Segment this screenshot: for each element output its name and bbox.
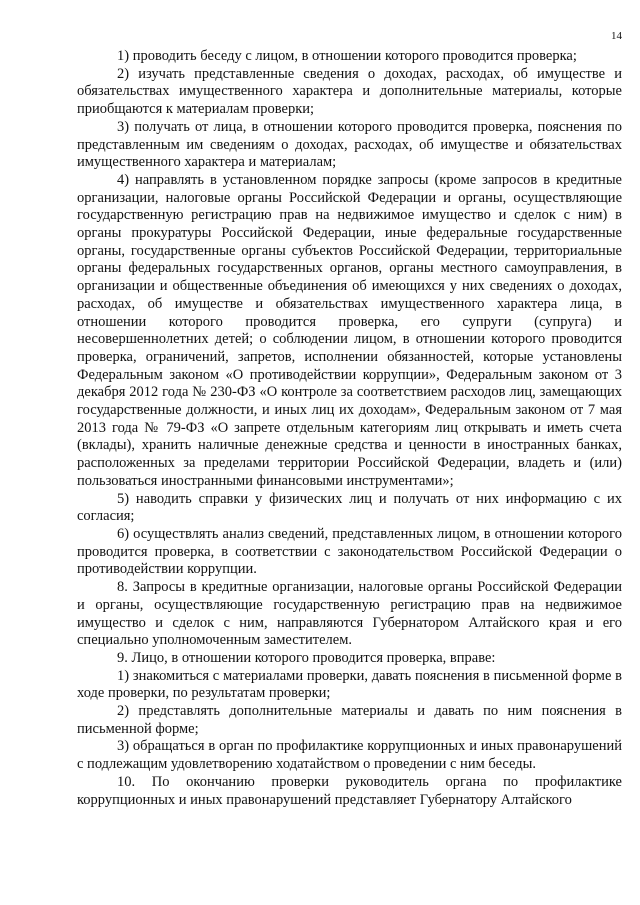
document-body bbox=[77, 48, 622, 809]
paragraph-item-6: 6) осуществлять анализ сведений, представленных лицом, в отношении которого проводится проверка, в соответствии с законодательством Российской Федерации о противодействии коррупции. bbox=[77, 525, 622, 578]
paragraph-item-4: 4) направлять в установленном порядке запросы (кроме запросов в кредитные организации, налоговые органы Российской Федерации и органы, осуществляющие государственную регистрацию прав на недвижимое имущество и сделок с ним) в органы прокуратуры Российской Федерации, иные федеральные государственные органы, государственные органы субъектов Российской Федерации, территориальные органы федеральных государственных органов, органы местного самоуправления, в организации и общественные объединения об имеющихся у них сведениях о доходах, расходах, об имуществе и обязательствах имущественного характера лица, в отношении которого проводится проверка, его супруги (супруга) и несовершеннолетних детей; о соблюдении лицом, в отношении которого проводится проверка, ограничений, запретов, исполнении обязанностей, которые установлены Федеральным законом «О противодействии коррупции», Федеральным законом от 3 декабря 2012 года № 230-ФЗ «О контроле за соответствием расходов лиц, замещающих государственные должности, и иных лиц их доходам», Федеральным законом от 7 мая 2013 года № 79-ФЗ «О запрете отдельным категориям лиц открывать и иметь счета (вклады), хранить наличные денежные средства и ценности в иностранных банках, расположенных за пределами территории Российской Федерации, владеть и (или) пользоваться иностранными финансовыми инструментами»; bbox=[77, 171, 622, 489]
paragraph-item-5: 5) наводить справки у физических лиц и получать от них информацию с их согласия; bbox=[77, 490, 622, 525]
paragraph-section-9: 9. Лицо, в отношении которого проводится проверка, вправе: bbox=[117, 649, 496, 666]
paragraph-right-2: 2) представлять дополнительные материалы и давать по ним пояснения в письменной форме; bbox=[77, 703, 622, 737]
paragraph-section-10: 10. По окончанию проверки руководитель органа по профилактике коррупционных и иных правонарушений представляет Губернатору Алтайского bbox=[77, 773, 622, 808]
paragraph-item-2: 2) изучать представленные сведения о доходах, расходах, об имуществе и обязательствах имущественного характера и дополнительные материалы, которые приобщаются к материалам проверки; bbox=[77, 65, 622, 118]
paragraph-section-8: 8. Запросы в кредитные организации, налоговые органы Российской Федерации и органы, осуществляющие государственную регистрацию прав на недвижимое имущество и сделок с ним, направляются Губернатором Алтайского края и его специально уполномоченным заместителем. bbox=[77, 579, 622, 649]
page-number: 14 bbox=[611, 30, 622, 42]
paragraph-item-1: 1) проводить беседу с лицом, в отношении которого проводится проверка; bbox=[117, 48, 577, 64]
paragraph-right-1: 1) знакомиться с материалами проверки, давать пояснения в письменной форме в ходе проверки, по результатам проверки; bbox=[77, 667, 622, 702]
paragraph-right-3: 3) обращаться в орган по профилактике коррупционных и иных правонарушений с подлежащим удовлетворению ходатайством о проведении с ним беседы. bbox=[77, 738, 622, 773]
paragraph-item-3: 3) получать от лица, в отношении которого проводится проверка, пояснения по представленным им сведениям о доходах, расходах, об имуществе и обязательствах имущественного характера и материалам; bbox=[77, 118, 622, 171]
